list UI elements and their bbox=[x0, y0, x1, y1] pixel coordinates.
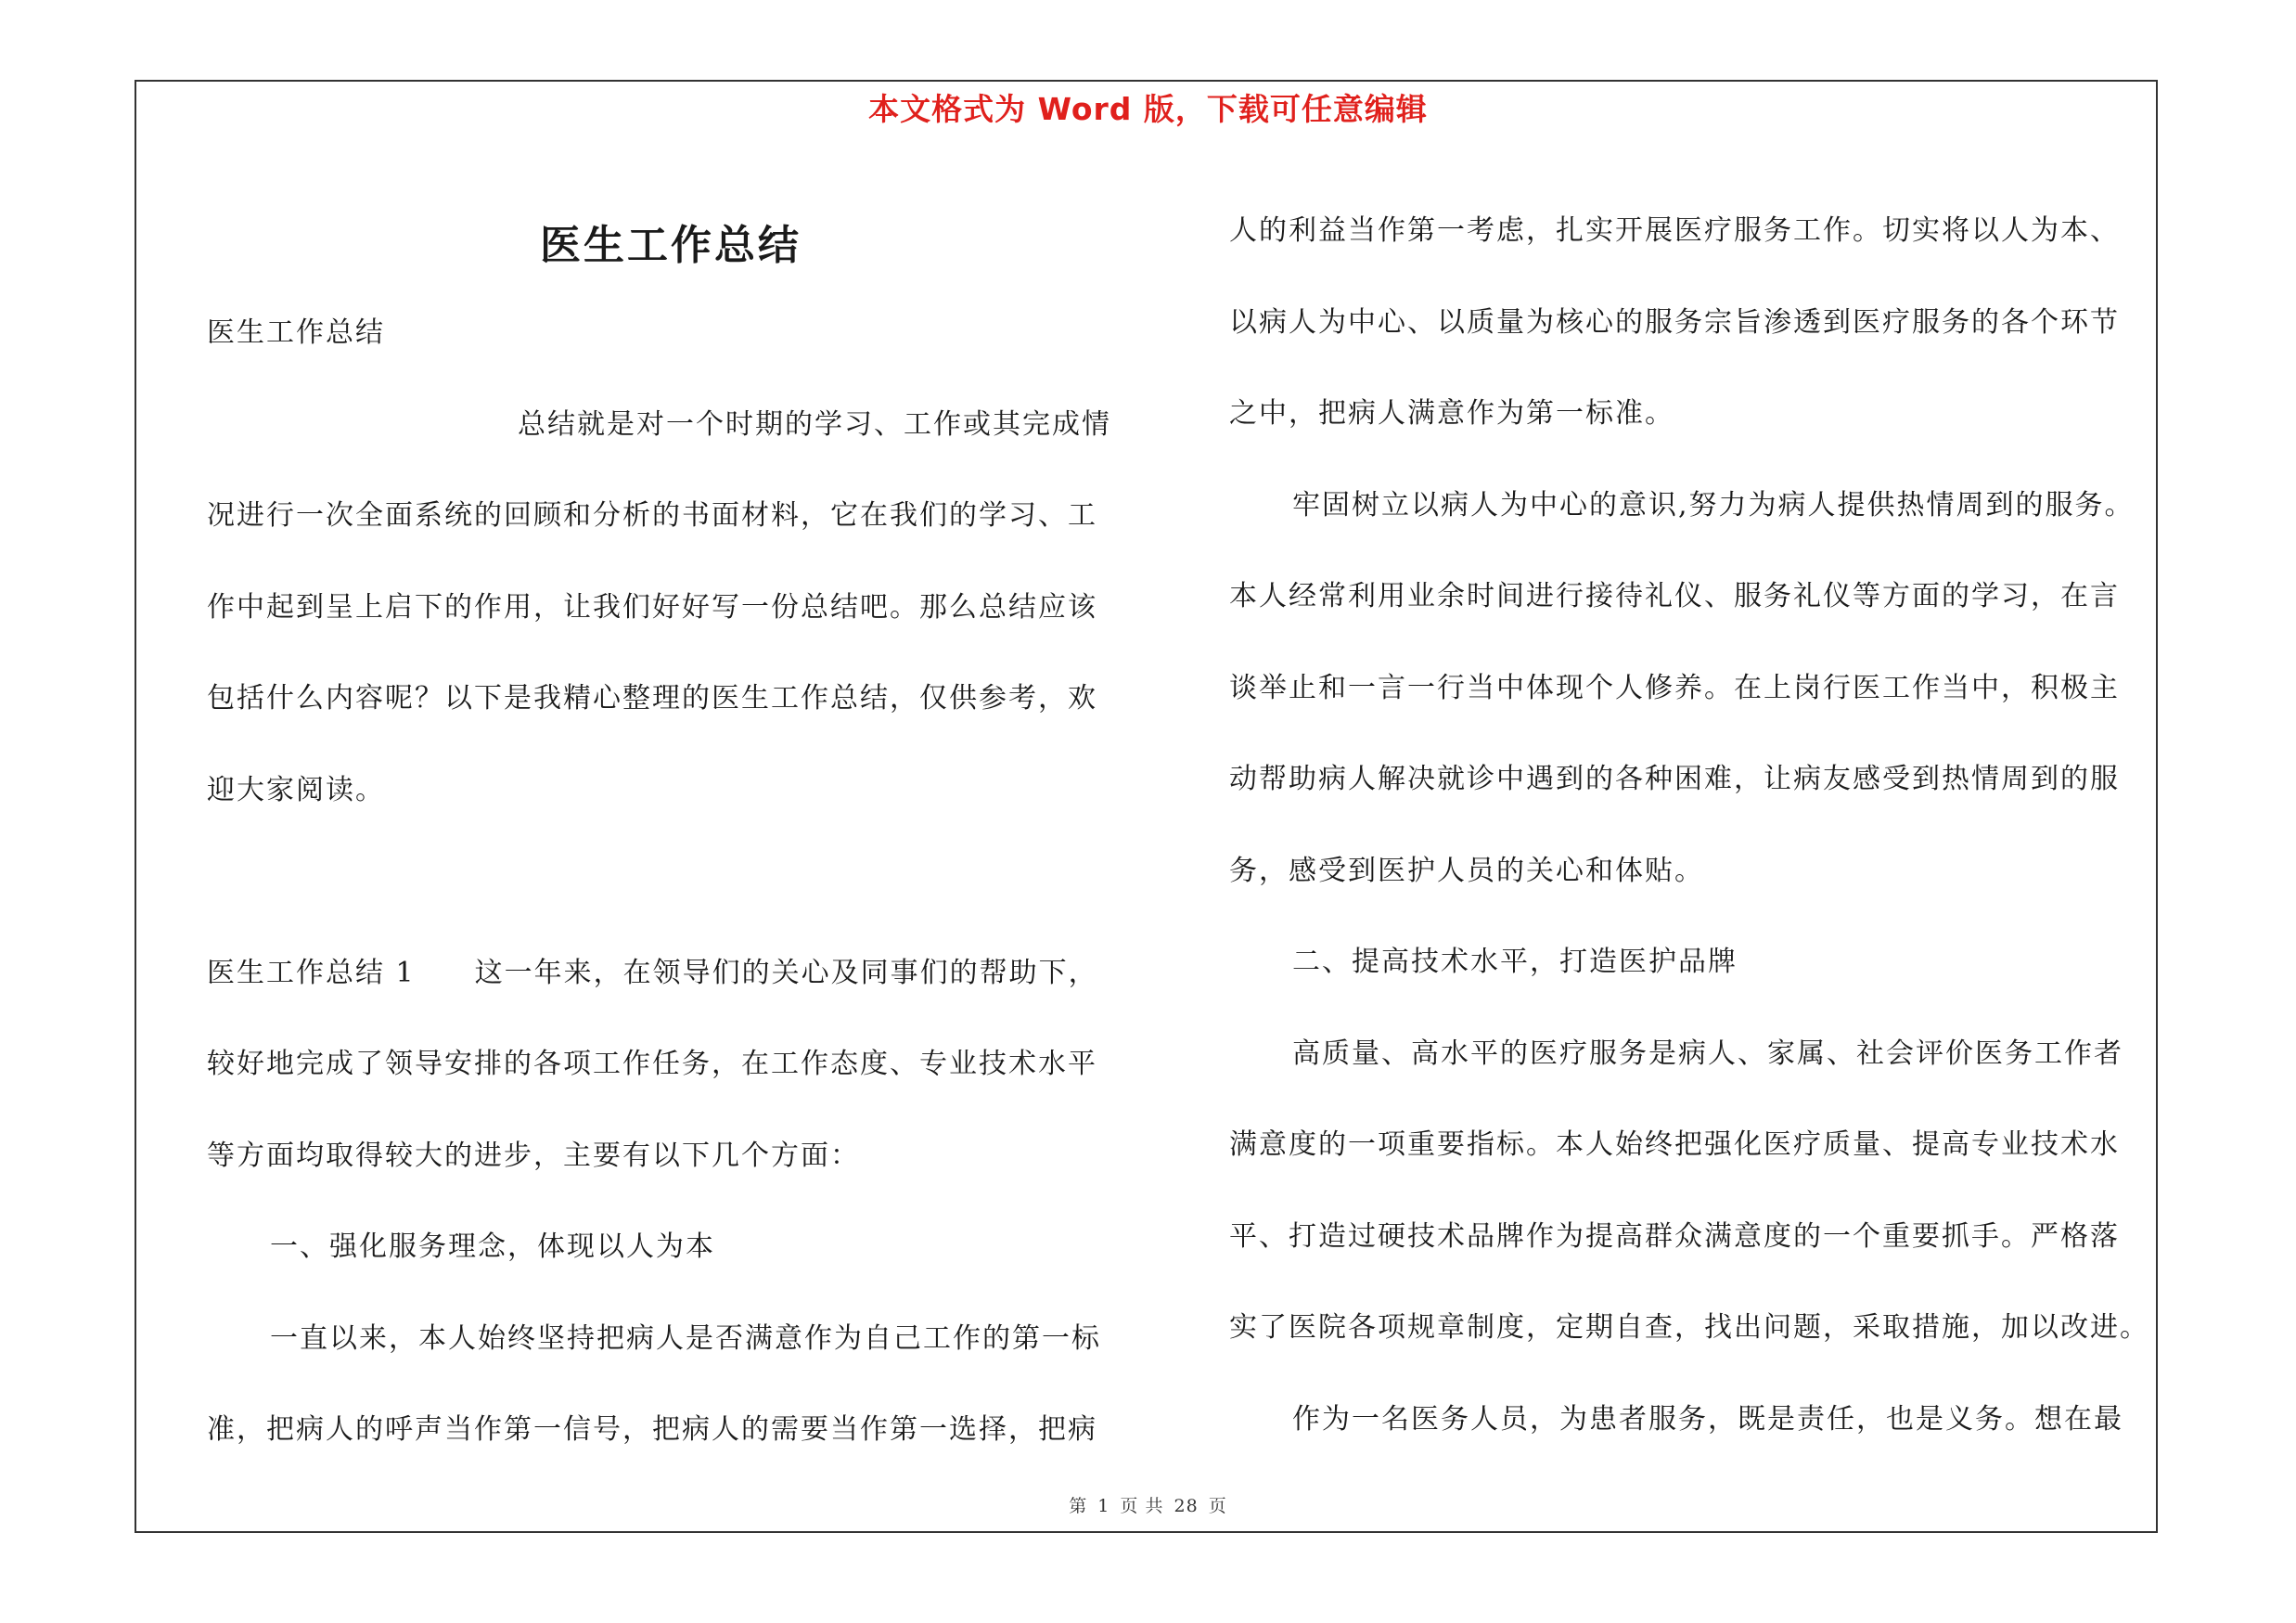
footer-page-number: 1 bbox=[1097, 1496, 1110, 1516]
paragraph-line: 满意度的一项重要指标。本人始终把强化医疗质量、提高专业技术水 bbox=[1229, 1128, 2120, 1161]
intro-line: 况进行一次全面系统的回顾和分析的书面材料，它在我们的学习、工 bbox=[207, 499, 1097, 532]
document-title: 医生工作总结 bbox=[540, 222, 802, 269]
paragraph-line: 一直以来，本人始终坚持把病人是否满意作为自己工作的第一标 bbox=[270, 1321, 1101, 1355]
section-heading: 二、提高技术水平，打造医护品牌 bbox=[1292, 946, 1738, 978]
left-column bbox=[207, 158, 1135, 1476]
footer-prefix: 第 bbox=[1069, 1496, 1088, 1516]
paragraph-line: 牢固树立以病人为中心的意识,努力为病人提供热情周到的服务。 bbox=[1292, 488, 2135, 522]
paragraph-line: 之中，把病人满意作为第一标准。 bbox=[1229, 397, 1674, 430]
paragraph-line: 人的利益当作第一考虑，扎实开展医疗服务工作。切实将以人为本、 bbox=[1229, 214, 2120, 247]
paragraph-line: 动帮助病人解决就诊中遇到的各种困难，让病友感受到热情周到的服 bbox=[1229, 763, 2120, 795]
footer-total-pages: 28 bbox=[1174, 1496, 1199, 1516]
paragraph-line: 平、打造过硬技术品牌作为提高群众满意度的一个重要抓手。严格落 bbox=[1229, 1219, 2120, 1253]
paragraph-line: 务，感受到医护人员的关心和体贴。 bbox=[1229, 854, 1704, 887]
intro-line: 包括什么内容呢？以下是我精心整理的医生工作总结，仅供参考，欢 bbox=[207, 682, 1097, 715]
right-column bbox=[1229, 186, 2157, 1465]
section-heading: 一、强化服务理念，体现以人为本 bbox=[270, 1230, 715, 1263]
paragraph-line: 本人经常利用业余时间进行接待礼仪、服务礼仪等方面的学习，在言 bbox=[1229, 580, 2120, 612]
paragraph-line: 以病人为中心、以质量为核心的服务宗旨渗透到医疗服务的各个环节 bbox=[1229, 305, 2120, 339]
footer-suffix: 页 bbox=[1208, 1496, 1227, 1516]
paragraph-line: 作为一名医务人员，为患者服务，既是责任，也是义务。想在最 bbox=[1292, 1402, 2123, 1436]
paragraph-line: 谈举止和一言一行当中体现个人修养。在上岗行医工作当中，积极主 bbox=[1229, 671, 2120, 704]
paragraph-line: 准，把病人的呼声当作第一信号，把病人的需要当作第一选择，把病 bbox=[207, 1413, 1097, 1446]
page-footer bbox=[0, 1492, 2296, 1517]
format-banner: 本文格式为 Word 版，下载可任意编辑 bbox=[868, 91, 1428, 127]
section-line: 较好地完成了领导安排的各项工作任务，在工作态度、专业技术水平 bbox=[207, 1048, 1097, 1080]
section-line: 等方面均取得较大的进步，主要有以下几个方面： bbox=[207, 1139, 860, 1172]
intro-line: 作中起到呈上启下的作用，让我们好好写一份总结吧。那么总结应该 bbox=[207, 590, 1097, 624]
paragraph-line: 高质量、高水平的医疗服务是病人、家属、社会评价医务工作者 bbox=[1292, 1037, 2123, 1070]
paragraph-line: 实了医院各项规章制度，定期自查，找出问题，采取措施，加以改进。 bbox=[1229, 1311, 2149, 1344]
section-line: 医生工作总结 1 这一年来，在领导们的关心及同事们的帮助下， bbox=[207, 956, 1098, 989]
footer-middle: 页 共 bbox=[1120, 1496, 1164, 1516]
intro-line: 迎大家阅读。 bbox=[207, 773, 385, 806]
intro-line: 总结就是对一个时期的学习、工作或其完成情 bbox=[518, 407, 1111, 441]
blank-line bbox=[207, 836, 1135, 928]
subtitle: 医生工作总结 bbox=[207, 316, 385, 349]
